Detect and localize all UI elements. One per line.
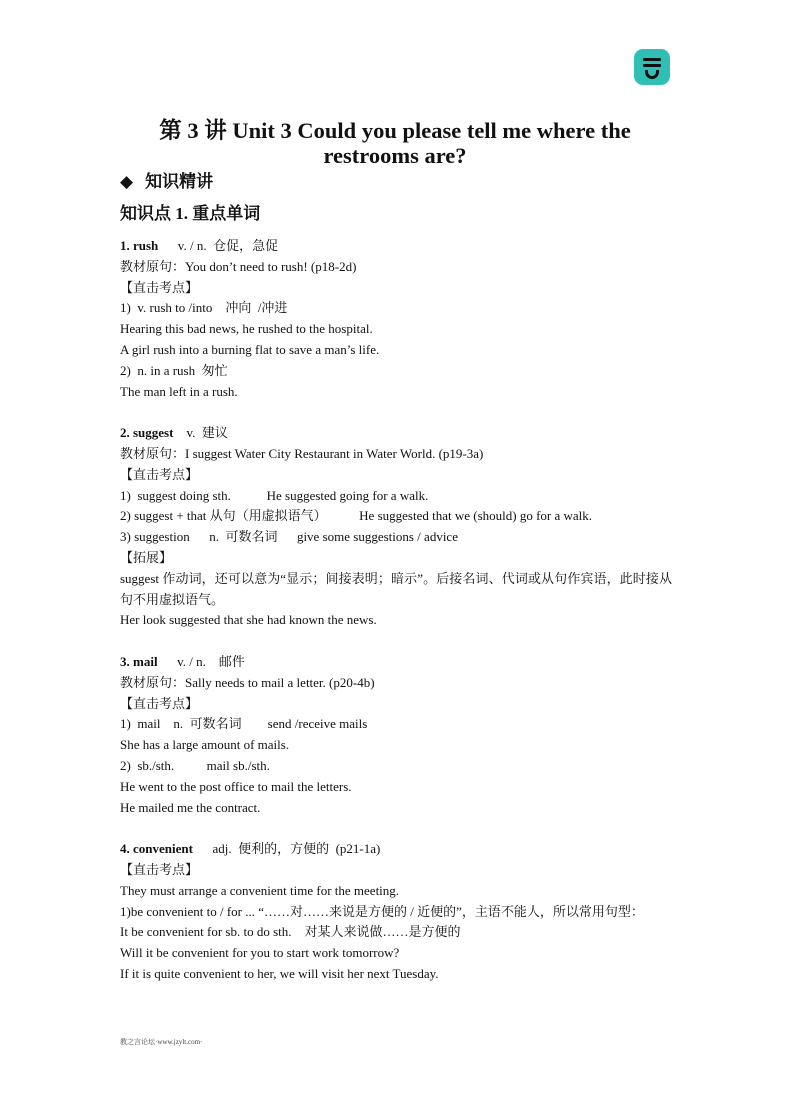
knowledge-point-heading: 知识点 1. 重点单词 [120, 204, 261, 223]
text-line: Hearing this bad news, he rushed to the hospital. [120, 321, 373, 337]
blank-line [120, 631, 672, 652]
word-pos: v. / n. 邮件 [157, 653, 245, 669]
text-line: 2) n. in a rush 匆忙 [120, 362, 228, 378]
text-line: 1) v. rush to /into 冲向 /冲进 [120, 300, 288, 316]
text-line: It be convenient for sb. to do sth. 对某人来说做……是方便的 [120, 924, 461, 940]
text-line: 1) suggest doing sth. He suggested going for a walk. [120, 487, 429, 503]
text-line: 【直击考点】 [120, 861, 199, 877]
text-line: She has a large amount of mails. [120, 737, 290, 753]
word-entry-suggest [120, 423, 672, 444]
word-entry-rush [120, 236, 672, 257]
text-line: 教材原句：You don’t need to rush! (p18-2d) [120, 258, 357, 274]
diamond-bullet-icon: ◆ [120, 172, 134, 191]
text-line: 1) mail n. 可数名词 send /receive mails [120, 716, 368, 732]
text-line: He mailed me the contract. [120, 799, 261, 815]
text-line: They must arrange a convenient time for the meeting. [120, 882, 400, 898]
text-line: 教材原句：Sally needs to mail a letter. (p20-4b) [120, 674, 375, 690]
extend-paragraph: 1)be convenient to / for ... “……对……来说是方便的 / 近便的”，主语不能人，所以常用句型： [120, 903, 644, 919]
speech-logo-icon [634, 49, 670, 85]
word-list [120, 236, 672, 985]
text-line: If it is quite convenient to her, we will visit her next Tuesday. [120, 965, 439, 981]
word-headword: 1. rush [120, 238, 159, 253]
text-line: A girl rush into a burning flat to save a man’s life. [120, 341, 380, 357]
word-headword: 3. mail [120, 653, 158, 669]
page-footer: 教之言论坛·www.jzylt.com· [120, 1038, 203, 1046]
text-line: 2) suggest + that 从句（用虚拟语气） He suggested that we (should) go for a walk. [120, 508, 593, 524]
text-line: 2) sb./sth. mail sb./sth. [120, 757, 270, 773]
page-title-line-1: 第 3 讲 Unit 3 Could you please tell me where the [159, 118, 631, 143]
text-line: 【直击考点】 [120, 466, 199, 482]
blank-line [120, 818, 672, 839]
word-entry-mail [120, 652, 672, 673]
page-title [120, 118, 670, 168]
blank-line [120, 402, 672, 423]
text-line: 【直击考点】 [120, 279, 199, 295]
text-line: 3) suggestion n. 可数名词 give some suggestions / advice [120, 529, 458, 545]
text-line: Will it be convenient for you to start work tomorrow? [120, 945, 400, 961]
text-line: 【拓展】 [120, 549, 173, 565]
text-line: 【直击考点】 [120, 695, 199, 711]
section-heading [120, 171, 213, 193]
word-headword: 2. suggest [120, 425, 174, 441]
word-pos: v. 建议 [173, 425, 228, 441]
page-title-line-2: restrooms are? [323, 143, 467, 168]
section-heading-text: 知识精讲 [145, 172, 214, 191]
text-line: He went to the post office to mail the letters. [120, 778, 352, 794]
word-entry-convenient [120, 839, 672, 860]
word-pos: adj. 便利的，方便的 (p21-1a) [192, 841, 381, 857]
text-line: Her look suggested that she had known the news. [120, 612, 377, 628]
text-line: The man left in a rush. [120, 383, 238, 399]
extend-paragraph: suggest 作动词，还可以意为“显示；间接表明；暗示”。后接名词、代词或从句作宾语，此时接从句不用虚拟语气。 [120, 570, 672, 607]
text-line: 教材原句：I suggest Water City Restaurant in Water World. (p19-3a) [120, 445, 484, 461]
word-pos: v. / n. 仓促，急促 [158, 238, 279, 253]
word-headword: 4. convenient [120, 841, 193, 857]
